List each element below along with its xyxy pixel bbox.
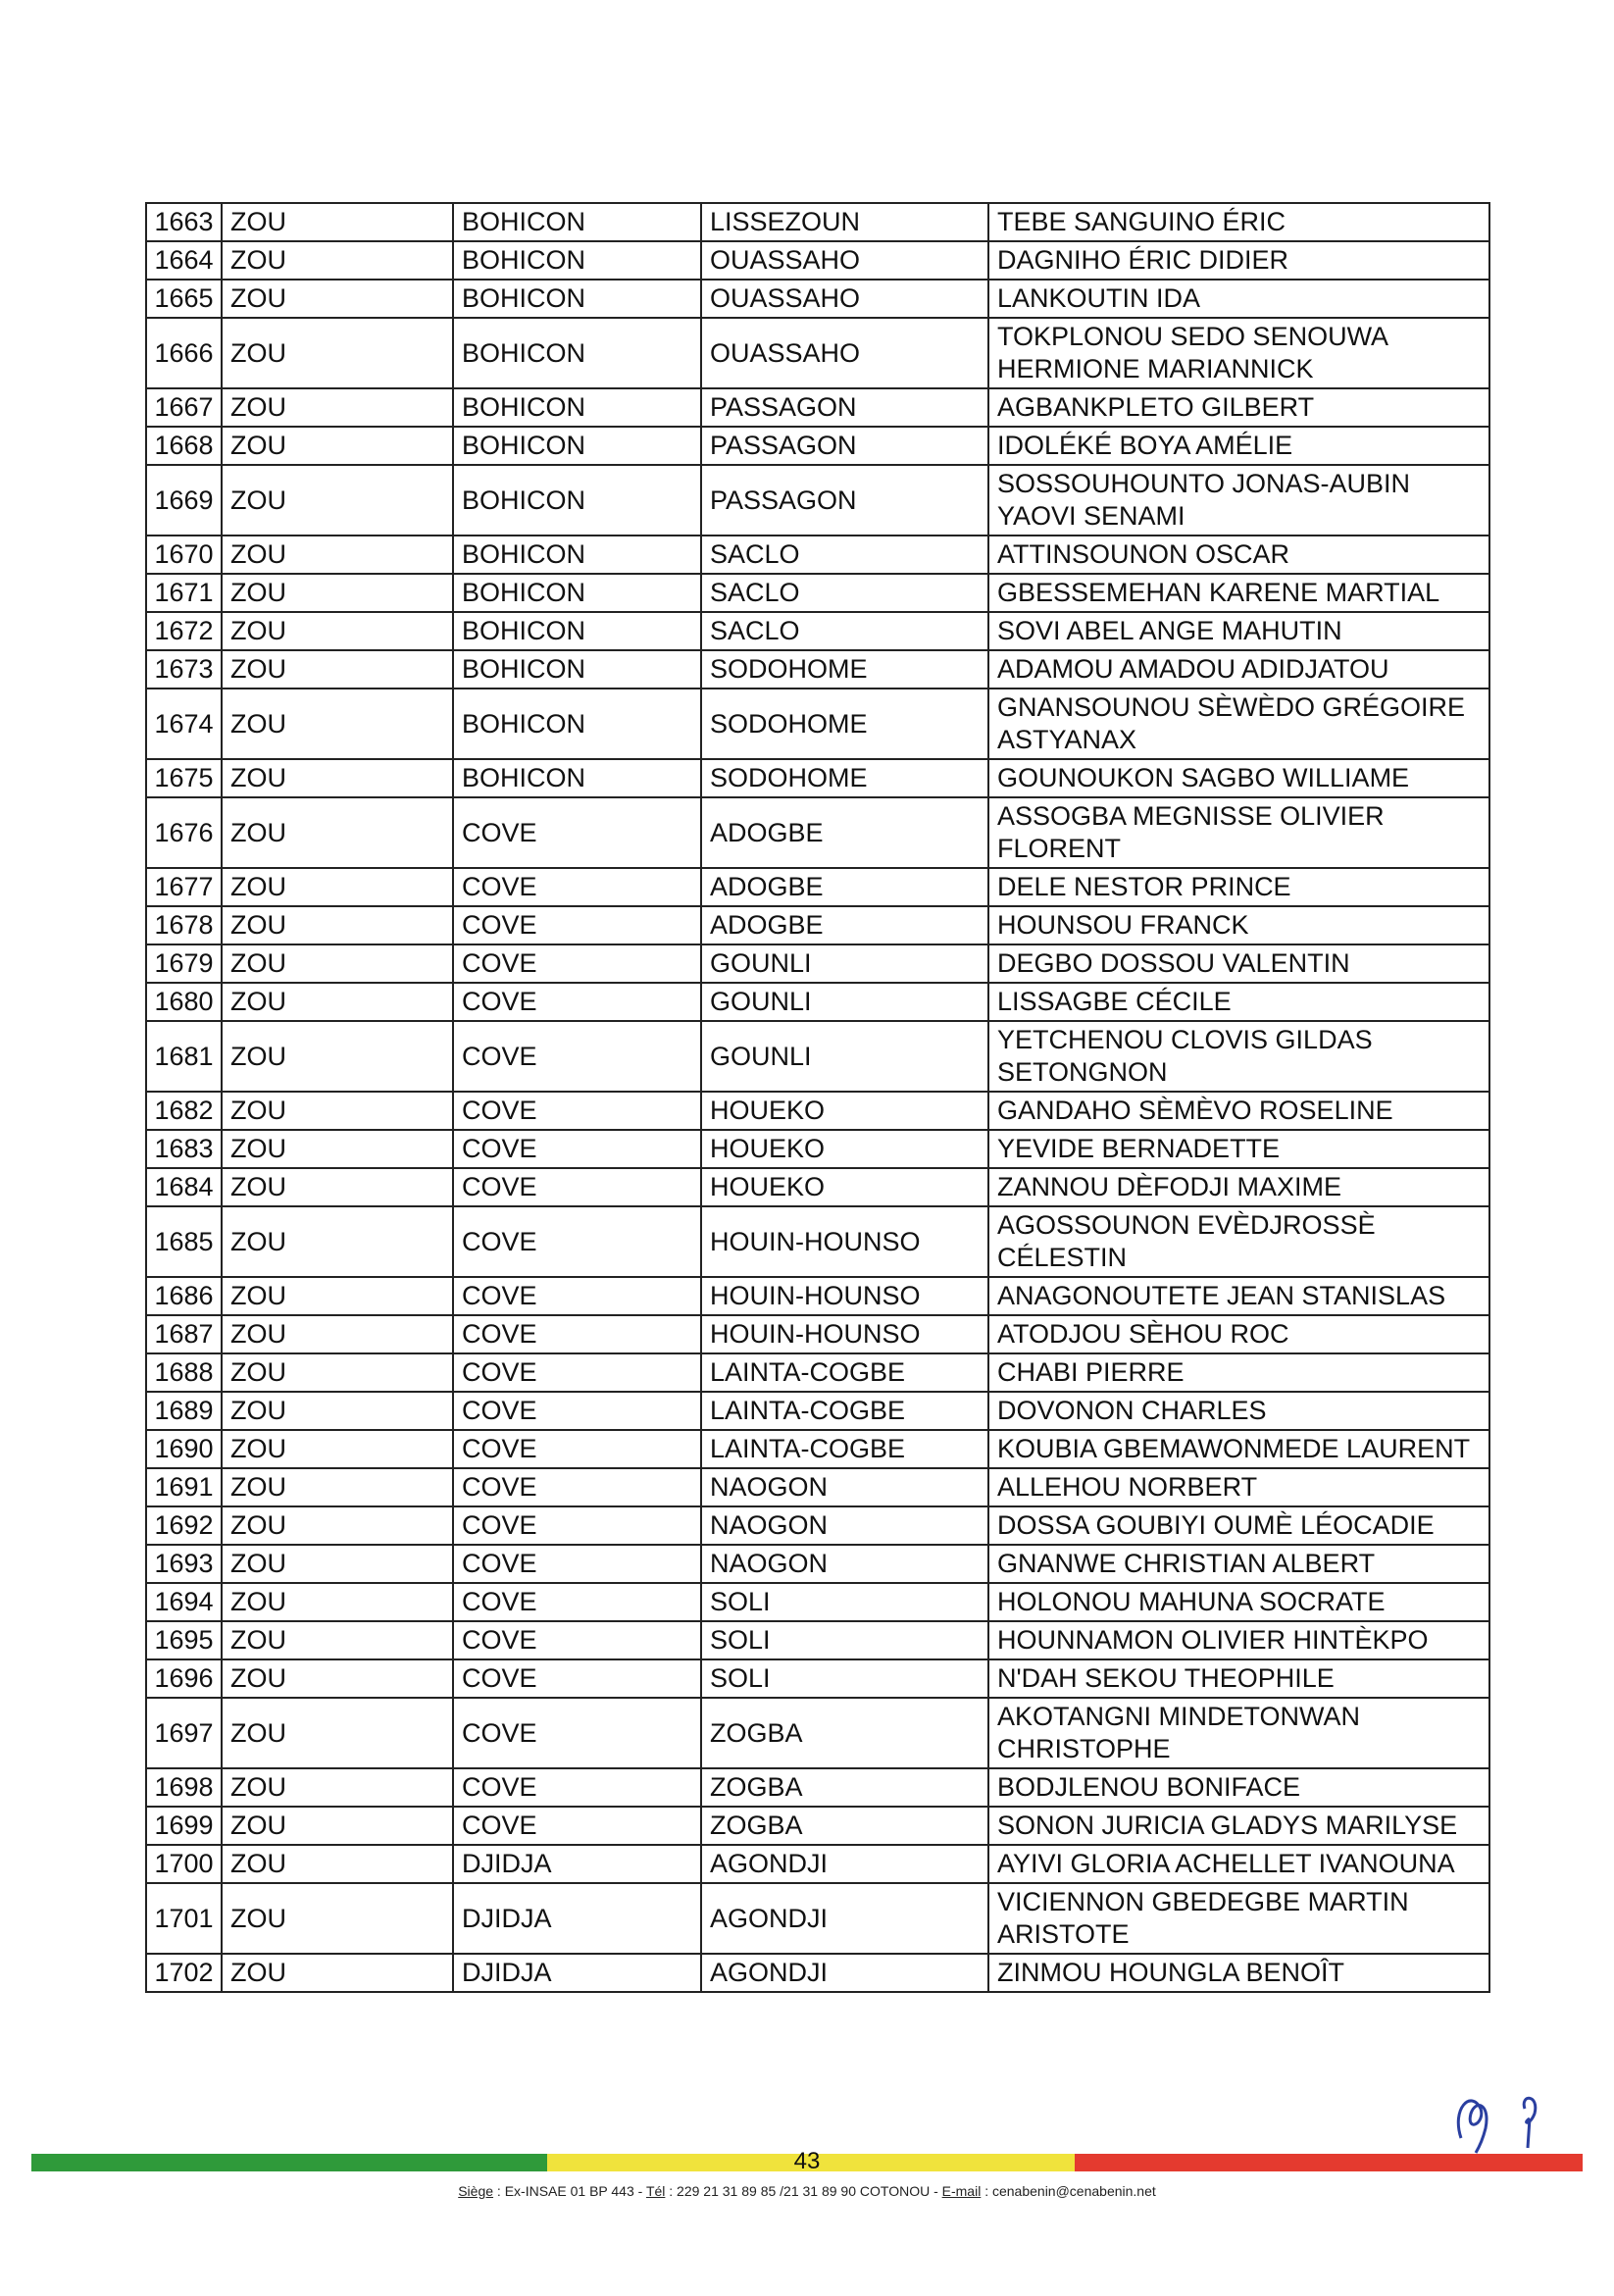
commune-cell: BOHICON bbox=[453, 612, 701, 650]
department-cell: ZOU bbox=[222, 1315, 453, 1353]
department-cell: ZOU bbox=[222, 1168, 453, 1206]
email-label: E-mail bbox=[941, 2183, 982, 2199]
table-row bbox=[146, 1206, 1489, 1277]
table-body bbox=[146, 203, 1489, 1992]
table-row bbox=[146, 1583, 1489, 1621]
commune-cell: DJIDJA bbox=[453, 1954, 701, 1992]
department-cell: ZOU bbox=[222, 1206, 453, 1277]
department-cell: ZOU bbox=[222, 1392, 453, 1430]
row-number-cell: 1673 bbox=[146, 650, 222, 689]
commune-cell: COVE bbox=[453, 1506, 701, 1545]
table-row bbox=[146, 1659, 1489, 1698]
name-cell: AGBANKPLETO GILBERT bbox=[988, 388, 1489, 427]
row-number-cell: 1668 bbox=[146, 427, 222, 465]
row-number-cell: 1702 bbox=[146, 1954, 222, 1992]
row-number-cell: 1683 bbox=[146, 1130, 222, 1168]
table-row bbox=[146, 536, 1489, 574]
commune-cell: DJIDJA bbox=[453, 1883, 701, 1954]
row-number-cell: 1679 bbox=[146, 944, 222, 983]
row-number-cell: 1680 bbox=[146, 983, 222, 1021]
name-cell: TEBE SANGUINO ÉRIC bbox=[988, 203, 1489, 241]
name-cell: ZANNOU DÈFODJI MAXIME bbox=[988, 1168, 1489, 1206]
table-row bbox=[146, 689, 1489, 759]
name-cell: SONON JURICIA GLADYS MARILYSE bbox=[988, 1807, 1489, 1845]
row-number-cell: 1699 bbox=[146, 1807, 222, 1845]
department-cell: ZOU bbox=[222, 689, 453, 759]
commune-cell: COVE bbox=[453, 944, 701, 983]
department-cell: ZOU bbox=[222, 1845, 453, 1883]
name-cell: GANDAHO SÈMÈVO ROSELINE bbox=[988, 1092, 1489, 1130]
table-row bbox=[146, 388, 1489, 427]
table-row bbox=[146, 1353, 1489, 1392]
tel-text: : 229 21 31 89 85 /21 31 89 90 COTONOU - bbox=[665, 2183, 942, 2199]
arrondissement-cell: SACLO bbox=[701, 574, 988, 612]
department-cell: ZOU bbox=[222, 574, 453, 612]
commune-cell: COVE bbox=[453, 1621, 701, 1659]
department-cell: ZOU bbox=[222, 759, 453, 797]
name-cell: LANKOUTIN IDA bbox=[988, 280, 1489, 318]
name-cell: HOUNNAMON OLIVIER HINTÈKPO bbox=[988, 1621, 1489, 1659]
commune-cell: BOHICON bbox=[453, 203, 701, 241]
table-row bbox=[146, 574, 1489, 612]
arrondissement-cell: GOUNLI bbox=[701, 944, 988, 983]
commune-cell: COVE bbox=[453, 1545, 701, 1583]
name-cell: AGOSSOUNON EVÈDJROSSÈ CÉLESTIN bbox=[988, 1206, 1489, 1277]
row-number-cell: 1690 bbox=[146, 1430, 222, 1468]
name-cell: AYIVI GLORIA ACHELLET IVANOUNA bbox=[988, 1845, 1489, 1883]
name-cell: TOKPLONOU SEDO SENOUWA HERMIONE MARIANNICK bbox=[988, 318, 1489, 388]
department-cell: ZOU bbox=[222, 1698, 453, 1768]
arrondissement-cell: SODOHOME bbox=[701, 759, 988, 797]
arrondissement-cell: PASSAGON bbox=[701, 427, 988, 465]
commune-cell: COVE bbox=[453, 1206, 701, 1277]
commune-cell: BOHICON bbox=[453, 280, 701, 318]
row-number-cell: 1700 bbox=[146, 1845, 222, 1883]
signature-mark bbox=[1432, 2079, 1579, 2158]
table-row bbox=[146, 612, 1489, 650]
commune-cell: BOHICON bbox=[453, 318, 701, 388]
department-cell: ZOU bbox=[222, 1768, 453, 1807]
row-number-cell: 1675 bbox=[146, 759, 222, 797]
arrondissement-cell: SOLI bbox=[701, 1621, 988, 1659]
commune-cell: BOHICON bbox=[453, 759, 701, 797]
name-cell: HOLONOU MAHUNA SOCRATE bbox=[988, 1583, 1489, 1621]
commune-cell: DJIDJA bbox=[453, 1845, 701, 1883]
department-cell: ZOU bbox=[222, 388, 453, 427]
commune-cell: BOHICON bbox=[453, 465, 701, 536]
arrondissement-cell: ZOGBA bbox=[701, 1768, 988, 1807]
department-cell: ZOU bbox=[222, 1468, 453, 1506]
commune-cell: BOHICON bbox=[453, 388, 701, 427]
arrondissement-cell: SOLI bbox=[701, 1659, 988, 1698]
arrondissement-cell: GOUNLI bbox=[701, 983, 988, 1021]
table-row bbox=[146, 1883, 1489, 1954]
name-cell: N'DAH SEKOU THEOPHILE bbox=[988, 1659, 1489, 1698]
row-number-cell: 1663 bbox=[146, 203, 222, 241]
department-cell: ZOU bbox=[222, 1430, 453, 1468]
table-row bbox=[146, 1130, 1489, 1168]
name-cell: LISSAGBE CÉCILE bbox=[988, 983, 1489, 1021]
arrondissement-cell: SACLO bbox=[701, 536, 988, 574]
arrondissement-cell: NAOGON bbox=[701, 1545, 988, 1583]
row-number-cell: 1677 bbox=[146, 868, 222, 906]
name-cell: ASSOGBA MEGNISSE OLIVIER FLORENT bbox=[988, 797, 1489, 868]
commune-cell: COVE bbox=[453, 1021, 701, 1092]
row-number-cell: 1674 bbox=[146, 689, 222, 759]
arrondissement-cell: LAINTA-COGBE bbox=[701, 1353, 988, 1392]
name-cell: DOVONON CHARLES bbox=[988, 1392, 1489, 1430]
name-cell: BODJLENOU BONIFACE bbox=[988, 1768, 1489, 1807]
department-cell: ZOU bbox=[222, 241, 453, 280]
row-number-cell: 1694 bbox=[146, 1583, 222, 1621]
department-cell: ZOU bbox=[222, 1130, 453, 1168]
results-table bbox=[145, 202, 1490, 1993]
commune-cell: COVE bbox=[453, 1468, 701, 1506]
department-cell: ZOU bbox=[222, 1021, 453, 1092]
department-cell: ZOU bbox=[222, 1092, 453, 1130]
department-cell: ZOU bbox=[222, 1277, 453, 1315]
name-cell: ZINMOU HOUNGLA BENOÎT bbox=[988, 1954, 1489, 1992]
row-number-cell: 1688 bbox=[146, 1353, 222, 1392]
arrondissement-cell: ZOGBA bbox=[701, 1807, 988, 1845]
table-row bbox=[146, 1768, 1489, 1807]
name-cell: GBESSEMEHAN KARENE MARTIAL bbox=[988, 574, 1489, 612]
arrondissement-cell: NAOGON bbox=[701, 1468, 988, 1506]
name-cell: YETCHENOU CLOVIS GILDAS SETONGNON bbox=[988, 1021, 1489, 1092]
commune-cell: COVE bbox=[453, 1130, 701, 1168]
row-number-cell: 1687 bbox=[146, 1315, 222, 1353]
email-text: : cenabenin@cenabenin.net bbox=[981, 2183, 1156, 2199]
row-number-cell: 1666 bbox=[146, 318, 222, 388]
table-row bbox=[146, 1954, 1489, 1992]
arrondissement-cell: ZOGBA bbox=[701, 1698, 988, 1768]
department-cell: ZOU bbox=[222, 944, 453, 983]
name-cell: GNANSOUNOU SÈWÈDO GRÉGOIRE ASTYANAX bbox=[988, 689, 1489, 759]
table-row bbox=[146, 1168, 1489, 1206]
department-cell: ZOU bbox=[222, 318, 453, 388]
arrondissement-cell: PASSAGON bbox=[701, 388, 988, 427]
name-cell: GNANWE CHRISTIAN ALBERT bbox=[988, 1545, 1489, 1583]
arrondissement-cell: ADOGBE bbox=[701, 797, 988, 868]
department-cell: ZOU bbox=[222, 1506, 453, 1545]
footer-contact bbox=[0, 2183, 1614, 2199]
name-cell: ALLEHOU NORBERT bbox=[988, 1468, 1489, 1506]
table-row bbox=[146, 318, 1489, 388]
department-cell: ZOU bbox=[222, 280, 453, 318]
arrondissement-cell: OUASSAHO bbox=[701, 280, 988, 318]
tel-label: Tél bbox=[645, 2183, 666, 2199]
department-cell: ZOU bbox=[222, 465, 453, 536]
department-cell: ZOU bbox=[222, 427, 453, 465]
row-number-cell: 1689 bbox=[146, 1392, 222, 1430]
arrondissement-cell: OUASSAHO bbox=[701, 318, 988, 388]
department-cell: ZOU bbox=[222, 983, 453, 1021]
arrondissement-cell: AGONDJI bbox=[701, 1845, 988, 1883]
name-cell: DEGBO DOSSOU VALENTIN bbox=[988, 944, 1489, 983]
table-row bbox=[146, 1021, 1489, 1092]
row-number-cell: 1691 bbox=[146, 1468, 222, 1506]
commune-cell: COVE bbox=[453, 1768, 701, 1807]
department-cell: ZOU bbox=[222, 612, 453, 650]
row-number-cell: 1669 bbox=[146, 465, 222, 536]
row-number-cell: 1695 bbox=[146, 1621, 222, 1659]
arrondissement-cell: SOLI bbox=[701, 1583, 988, 1621]
commune-cell: BOHICON bbox=[453, 427, 701, 465]
page-number: 43 bbox=[793, 2148, 821, 2174]
table-row bbox=[146, 1621, 1489, 1659]
commune-cell: COVE bbox=[453, 797, 701, 868]
department-cell: ZOU bbox=[222, 1954, 453, 1992]
department-cell: ZOU bbox=[222, 1545, 453, 1583]
arrondissement-cell: SACLO bbox=[701, 612, 988, 650]
department-cell: ZOU bbox=[222, 1583, 453, 1621]
arrondissement-cell: HOUIN-HOUNSO bbox=[701, 1206, 988, 1277]
commune-cell: COVE bbox=[453, 906, 701, 944]
department-cell: ZOU bbox=[222, 1807, 453, 1845]
row-number-cell: 1664 bbox=[146, 241, 222, 280]
name-cell: ATTINSOUNON OSCAR bbox=[988, 536, 1489, 574]
commune-cell: COVE bbox=[453, 1353, 701, 1392]
name-cell: KOUBIA GBEMAWONMEDE LAURENT bbox=[988, 1430, 1489, 1468]
commune-cell: COVE bbox=[453, 1092, 701, 1130]
arrondissement-cell: GOUNLI bbox=[701, 1021, 988, 1092]
row-number-cell: 1685 bbox=[146, 1206, 222, 1277]
department-cell: ZOU bbox=[222, 1353, 453, 1392]
name-cell: SOSSOUHOUNTO JONAS-AUBIN YAOVI SENAMI bbox=[988, 465, 1489, 536]
commune-cell: COVE bbox=[453, 1583, 701, 1621]
arrondissement-cell: AGONDJI bbox=[701, 1954, 988, 1992]
department-cell: ZOU bbox=[222, 650, 453, 689]
name-cell: DELE NESTOR PRINCE bbox=[988, 868, 1489, 906]
name-cell: GOUNOUKON SAGBO WILLIAME bbox=[988, 759, 1489, 797]
arrondissement-cell: SODOHOME bbox=[701, 650, 988, 689]
table-row bbox=[146, 427, 1489, 465]
name-cell: AKOTANGNI MINDETONWAN CHRISTOPHE bbox=[988, 1698, 1489, 1768]
arrondissement-cell: LISSEZOUN bbox=[701, 203, 988, 241]
name-cell: VICIENNON GBEDEGBE MARTIN ARISTOTE bbox=[988, 1883, 1489, 1954]
table-row bbox=[146, 1315, 1489, 1353]
table-row bbox=[146, 1277, 1489, 1315]
row-number-cell: 1682 bbox=[146, 1092, 222, 1130]
table-row bbox=[146, 1545, 1489, 1583]
name-cell: DAGNIHO ÉRIC DIDIER bbox=[988, 241, 1489, 280]
table-row bbox=[146, 203, 1489, 241]
row-number-cell: 1697 bbox=[146, 1698, 222, 1768]
commune-cell: COVE bbox=[453, 1659, 701, 1698]
department-cell: ZOU bbox=[222, 868, 453, 906]
arrondissement-cell: NAOGON bbox=[701, 1506, 988, 1545]
row-number-cell: 1684 bbox=[146, 1168, 222, 1206]
department-cell: ZOU bbox=[222, 203, 453, 241]
row-number-cell: 1696 bbox=[146, 1659, 222, 1698]
row-number-cell: 1670 bbox=[146, 536, 222, 574]
arrondissement-cell: HOUIN-HOUNSO bbox=[701, 1277, 988, 1315]
arrondissement-cell: SODOHOME bbox=[701, 689, 988, 759]
table-row bbox=[146, 280, 1489, 318]
table-row bbox=[146, 1468, 1489, 1506]
row-number-cell: 1667 bbox=[146, 388, 222, 427]
arrondissement-cell: LAINTA-COGBE bbox=[701, 1392, 988, 1430]
arrondissement-cell: HOUEKO bbox=[701, 1130, 988, 1168]
commune-cell: COVE bbox=[453, 1430, 701, 1468]
row-number-cell: 1686 bbox=[146, 1277, 222, 1315]
department-cell: ZOU bbox=[222, 1883, 453, 1954]
commune-cell: COVE bbox=[453, 868, 701, 906]
commune-cell: BOHICON bbox=[453, 241, 701, 280]
siege-label: Siège bbox=[458, 2183, 494, 2199]
row-number-cell: 1701 bbox=[146, 1883, 222, 1954]
row-number-cell: 1672 bbox=[146, 612, 222, 650]
row-number-cell: 1681 bbox=[146, 1021, 222, 1092]
commune-cell: COVE bbox=[453, 1168, 701, 1206]
commune-cell: COVE bbox=[453, 1315, 701, 1353]
name-cell: YEVIDE BERNADETTE bbox=[988, 1130, 1489, 1168]
name-cell: ATODJOU SÈHOU ROC bbox=[988, 1315, 1489, 1353]
commune-cell: COVE bbox=[453, 1392, 701, 1430]
arrondissement-cell: AGONDJI bbox=[701, 1883, 988, 1954]
department-cell: ZOU bbox=[222, 906, 453, 944]
row-number-cell: 1692 bbox=[146, 1506, 222, 1545]
commune-cell: BOHICON bbox=[453, 574, 701, 612]
row-number-cell: 1676 bbox=[146, 797, 222, 868]
table-row bbox=[146, 650, 1489, 689]
arrondissement-cell: HOUEKO bbox=[701, 1092, 988, 1130]
row-number-cell: 1665 bbox=[146, 280, 222, 318]
table-row bbox=[146, 1092, 1489, 1130]
name-cell: DOSSA GOUBIYI OUMÈ LÉOCADIE bbox=[988, 1506, 1489, 1545]
arrondissement-cell: PASSAGON bbox=[701, 465, 988, 536]
table-row bbox=[146, 868, 1489, 906]
commune-cell: COVE bbox=[453, 983, 701, 1021]
commune-cell: COVE bbox=[453, 1807, 701, 1845]
table-row bbox=[146, 944, 1489, 983]
name-cell: CHABI PIERRE bbox=[988, 1353, 1489, 1392]
table-row bbox=[146, 797, 1489, 868]
table-row bbox=[146, 241, 1489, 280]
department-cell: ZOU bbox=[222, 1621, 453, 1659]
department-cell: ZOU bbox=[222, 797, 453, 868]
arrondissement-cell: HOUEKO bbox=[701, 1168, 988, 1206]
name-cell: ANAGONOUTETE JEAN STANISLAS bbox=[988, 1277, 1489, 1315]
department-cell: ZOU bbox=[222, 1659, 453, 1698]
name-cell: SOVI ABEL ANGE MAHUTIN bbox=[988, 612, 1489, 650]
arrondissement-cell: ADOGBE bbox=[701, 868, 988, 906]
table-row bbox=[146, 465, 1489, 536]
commune-cell: BOHICON bbox=[453, 689, 701, 759]
table-row bbox=[146, 983, 1489, 1021]
name-cell: HOUNSOU FRANCK bbox=[988, 906, 1489, 944]
commune-cell: COVE bbox=[453, 1698, 701, 1768]
department-cell: ZOU bbox=[222, 536, 453, 574]
table-row bbox=[146, 1506, 1489, 1545]
arrondissement-cell: OUASSAHO bbox=[701, 241, 988, 280]
row-number-cell: 1678 bbox=[146, 906, 222, 944]
name-cell: IDOLÉKÉ BOYA AMÉLIE bbox=[988, 427, 1489, 465]
table-row bbox=[146, 1698, 1489, 1768]
arrondissement-cell: LAINTA-COGBE bbox=[701, 1430, 988, 1468]
results-table-container bbox=[145, 202, 1488, 1993]
table-row bbox=[146, 906, 1489, 944]
commune-cell: BOHICON bbox=[453, 536, 701, 574]
row-number-cell: 1693 bbox=[146, 1545, 222, 1583]
table-row bbox=[146, 1430, 1489, 1468]
table-row bbox=[146, 1845, 1489, 1883]
table-row bbox=[146, 759, 1489, 797]
table-row bbox=[146, 1392, 1489, 1430]
row-number-cell: 1671 bbox=[146, 574, 222, 612]
row-number-cell: 1698 bbox=[146, 1768, 222, 1807]
arrondissement-cell: HOUIN-HOUNSO bbox=[701, 1315, 988, 1353]
address-text: : Ex-INSAE 01 BP 443 - bbox=[493, 2183, 646, 2199]
arrondissement-cell: ADOGBE bbox=[701, 906, 988, 944]
commune-cell: COVE bbox=[453, 1277, 701, 1315]
commune-cell: BOHICON bbox=[453, 650, 701, 689]
table-row bbox=[146, 1807, 1489, 1845]
name-cell: ADAMOU AMADOU ADIDJATOU bbox=[988, 650, 1489, 689]
